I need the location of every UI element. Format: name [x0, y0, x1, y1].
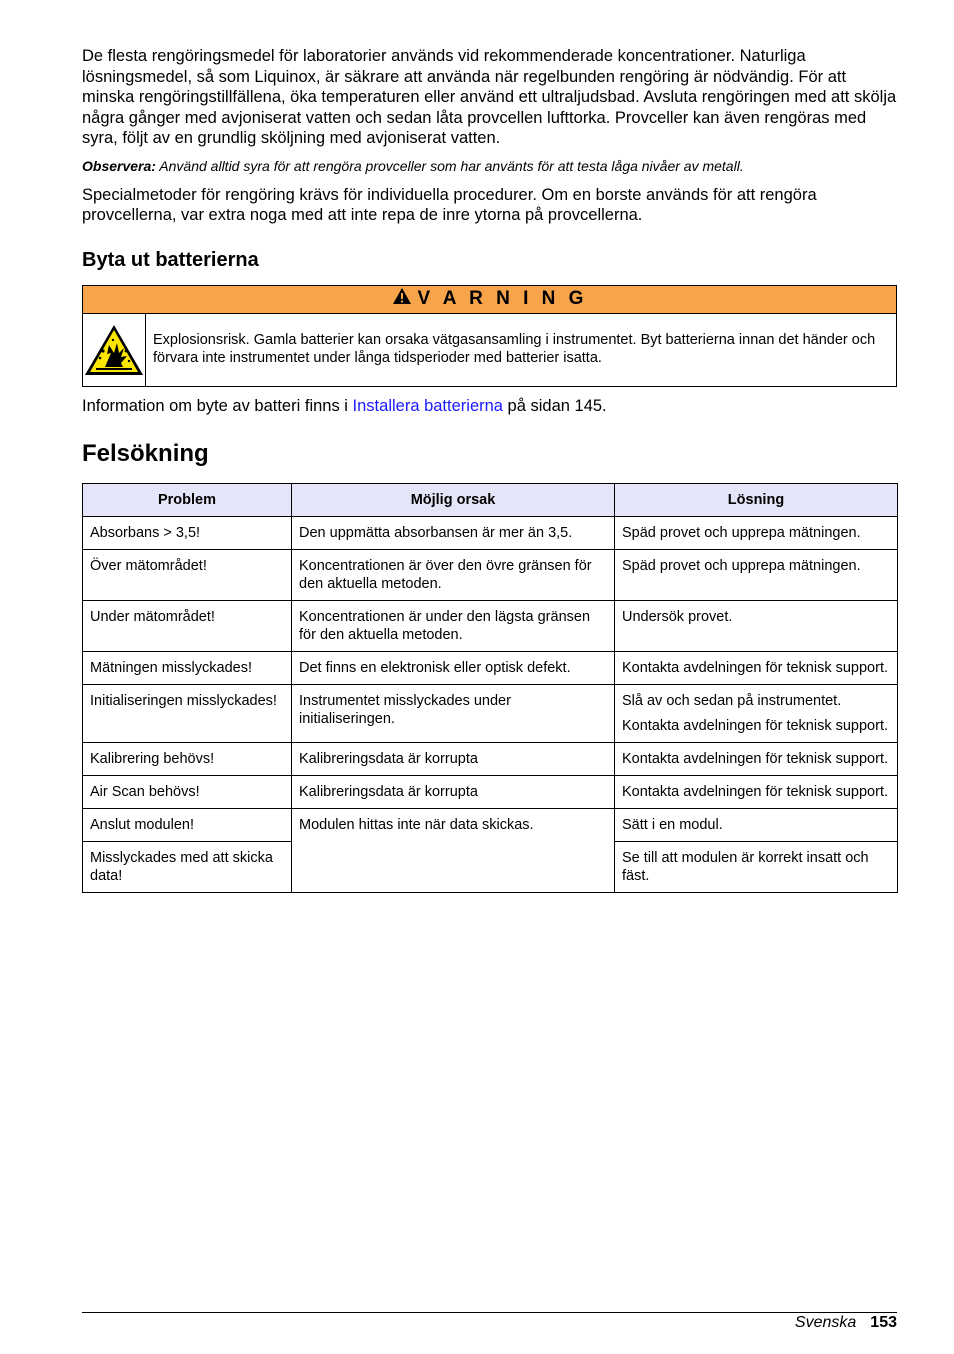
- cause-cell: Instrumentet misslyckades under initialiseringen.: [292, 685, 615, 743]
- table-row: [83, 601, 898, 652]
- table-header-row: [83, 484, 898, 517]
- battery-info: [82, 396, 897, 417]
- table-row: [83, 743, 898, 776]
- solution-cell: Sätt i en modul.: [615, 809, 898, 842]
- page-footer: [82, 1312, 897, 1332]
- solution-cell: Späd provet och upprepa mätningen.: [615, 517, 898, 550]
- cleaning-paragraph: De flesta rengöringsmedel för laboratorier används vid rekommenderade koncentrationer. Naturliga lösningsmedel, så som Liquinox, är säkrare att använda när regelbunden rengöring är nödvändig. För att minska rengöringstillfällena, öka temperaturen eller använd ett ultraljudsbad. Avsluta rengöringen med att skölja några gånger med avjoniserat vatten och sedan låta provcellen lufttorka. Provceller kan även rengöras med syra, följt av en grundlig sköljning med avjoniserat vatten.: [82, 47, 897, 147]
- problem-cell: Mätningen misslyckades!: [83, 652, 292, 685]
- footer-language: Svenska: [794, 1314, 857, 1331]
- problem-cell: Initialiseringen misslyckades!: [83, 685, 292, 743]
- install-batteries-link[interactable]: Installera batterierna: [352, 396, 503, 415]
- solution-cell: Späd provet och upprepa mätningen.: [615, 550, 898, 601]
- note-paragraph: [82, 157, 897, 175]
- warning-box: [82, 285, 897, 387]
- note-label: Observera:: [82, 157, 156, 174]
- cause-cell: Kalibreringsdata är korrupta: [292, 776, 615, 809]
- column-header-cause: Möjlig orsak: [292, 484, 615, 517]
- problem-cell: Air Scan behövs!: [83, 776, 292, 809]
- special-methods-paragraph: Specialmetoder för rengöring krävs för individuella procedurer. Om en borste används för att rengöra provcellerna, var extra noga med att inte repa de inre ytorna på provcellerna.: [82, 185, 817, 224]
- solution-cell: [615, 685, 898, 743]
- cause-cell: Modulen hittas inte när data skickas.: [292, 809, 615, 893]
- problem-cell: Över mätområdet!: [83, 550, 292, 601]
- explosion-hazard-icon: [83, 314, 146, 386]
- warning-triangle-icon: [392, 287, 412, 311]
- warning-title: V A R N I N G: [417, 288, 588, 309]
- note-text: Använd alltid syra för att rengöra provceller som har använts för att testa låga nivåer av metall.: [155, 157, 744, 174]
- solution-cell: Se till att modulen är korrekt insatt och fäst.: [615, 842, 898, 893]
- column-header-solution: Lösning: [615, 484, 898, 517]
- problem-cell: Misslyckades med att skicka data!: [83, 842, 292, 893]
- battery-info-prefix: Information om byte av batteri finns i: [82, 396, 353, 415]
- troubleshooting-heading: Felsökning: [82, 440, 209, 467]
- cause-cell: Koncentrationen är under den lägsta gränsen för den aktuella metoden.: [292, 601, 615, 652]
- cause-cell: Kalibreringsdata är korrupta: [292, 743, 615, 776]
- battery-heading: Byta ut batterierna: [82, 248, 259, 271]
- table-row: [83, 776, 898, 809]
- problem-cell: Anslut modulen!: [83, 809, 292, 842]
- problem-cell: Kalibrering behövs!: [83, 743, 292, 776]
- battery-info-suffix: på sidan 145.: [502, 396, 607, 415]
- solution-cell: Kontakta avdelningen för teknisk support.: [615, 776, 898, 809]
- solution-step: Slå av och sedan på instrumentet.: [622, 693, 842, 709]
- solution-step: Kontakta avdelningen för teknisk support.: [622, 718, 888, 734]
- warning-body: [83, 314, 896, 386]
- table-row: [83, 652, 898, 685]
- solution-cell: Undersök provet.: [615, 601, 898, 652]
- problem-cell: Under mätområdet!: [83, 601, 292, 652]
- cause-cell: Den uppmätta absorbansen är mer än 3,5.: [292, 517, 615, 550]
- troubleshooting-table: [82, 483, 898, 893]
- table-row: [83, 809, 898, 842]
- warning-header: [83, 286, 896, 314]
- table-row: [83, 550, 898, 601]
- table-row: [83, 517, 898, 550]
- warning-text: Explosionsrisk. Gamla batterier kan orsaka vätgasansamling i instrumentet. Byt batterierna innan det händer och förvara inte instrumentet under långa tidsperioder med batterier isatta.: [153, 331, 876, 366]
- solution-cell: Kontakta avdelningen för teknisk support.: [615, 743, 898, 776]
- cause-cell: Koncentrationen är över den övre gränsen för den aktuella metoden.: [292, 550, 615, 601]
- page-number: 153: [870, 1314, 897, 1331]
- page-content: [82, 46, 897, 893]
- table-row: [83, 685, 898, 743]
- problem-cell: Absorbans > 3,5!: [83, 517, 292, 550]
- cause-cell: Det finns en elektronisk eller optisk defekt.: [292, 652, 615, 685]
- column-header-problem: Problem: [83, 484, 292, 517]
- solution-cell: Kontakta avdelningen för teknisk support.: [615, 652, 898, 685]
